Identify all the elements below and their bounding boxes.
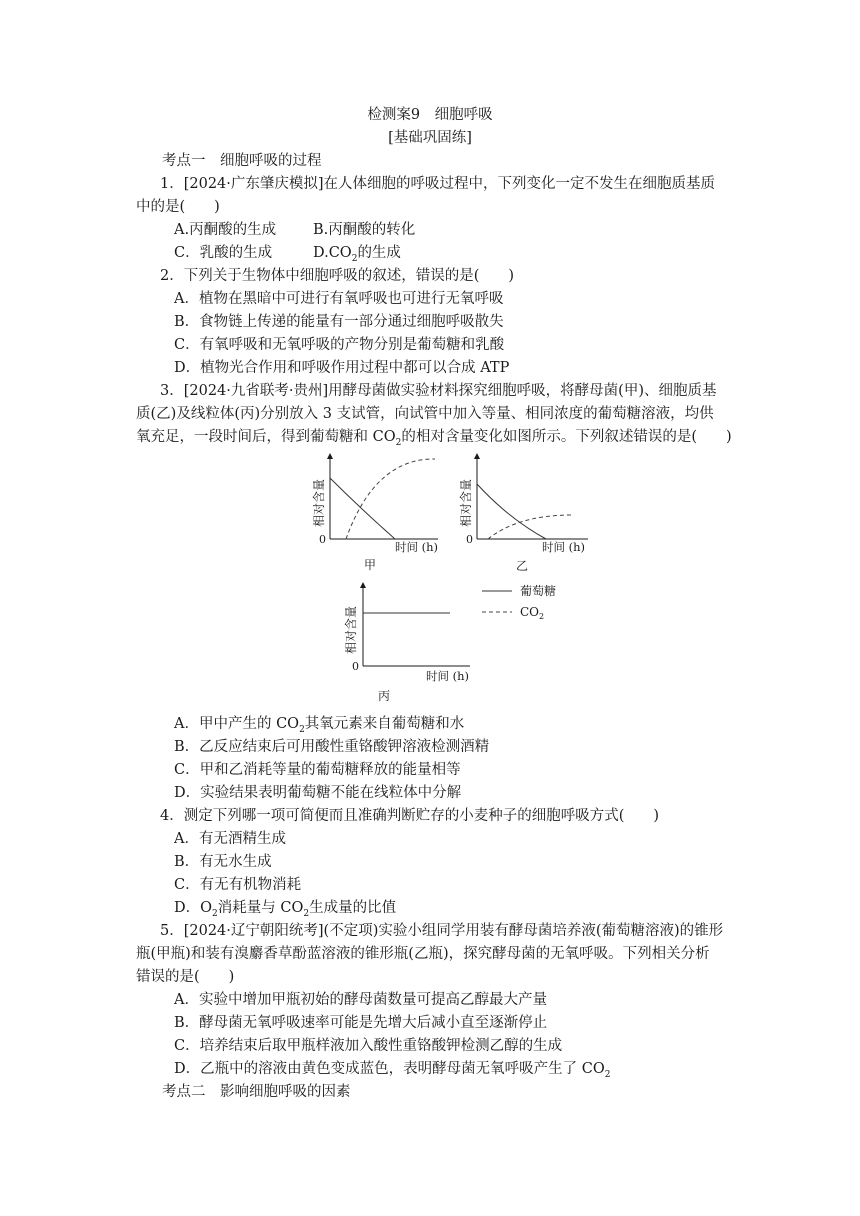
question-5-stem-cont-2: 错误的是( ) [136, 969, 235, 985]
x-axis-label: 时间 (h) [542, 540, 586, 554]
question-2-option-a: A．植物在黑暗中可进行有氧呼吸也可进行无氧呼吸 [174, 291, 504, 307]
chart-panel-bing [343, 585, 470, 703]
panel-label-bing: 丙 [377, 689, 391, 703]
question-2-stem: 2．下列关于生物体中细胞呼吸的叙述，错误的是( ) [160, 268, 515, 284]
question-1-option-a: A.丙酮酸的生成 [174, 222, 277, 238]
page-title: 检测案9 细胞呼吸 [367, 107, 493, 123]
page-subtitle: [基础巩固练] [388, 130, 472, 146]
question-5-option-a: A．实验中增加甲瓶初始的酵母菌数量可提高乙醇最大产量 [174, 992, 547, 1008]
question-2-option-b: B．食物链上传递的能量有一部分通过细胞呼吸散失 [174, 314, 504, 330]
co2-curve [488, 515, 572, 539]
co2-curve [346, 459, 435, 539]
section-heading-2: 考点二 影响细胞呼吸的因素 [162, 1084, 351, 1100]
question-4-stem: 4．测定下列哪一项可简便而且准确判断贮存的小麦种子的细胞呼吸方式( ) [160, 808, 660, 824]
panel-label-yi: 乙 [515, 559, 529, 573]
panel-label-jia: 甲 [363, 558, 377, 572]
section-heading-1: 考点一 细胞呼吸的过程 [162, 153, 322, 169]
question-5-stem-cont: 瓶(甲瓶)和装有溴麝香草酚蓝溶液的锥形瓶(乙瓶)，探究酵母菌的无氧呼吸。下列相关分析 [136, 946, 710, 962]
question-3-option-b: B．乙反应结束后可用酸性重铬酸钾溶液检测酒精 [174, 739, 490, 755]
chart-panel-jia [311, 456, 438, 572]
question-3-stem: 3．[2024·九省联考·贵州]用酵母菌做实验材料探究细胞呼吸，将酵母菌(甲)、细胞质基 [160, 383, 717, 399]
question-1-stem: 1．[2024·广东肇庆模拟]在人体细胞的呼吸过程中，下列变化一定不发生在细胞质基质 [160, 176, 716, 192]
origin-label: 0 [319, 533, 326, 546]
legend-glucose: 葡萄糖 [520, 584, 557, 598]
question-5-option-b: B．酵母菌无氧呼吸速率可能是先增大后减小直至逐渐停止 [174, 1015, 548, 1031]
question-2-option-c: C．有氧呼吸和无氧呼吸的产物分别是葡萄糖和乳酸 [174, 337, 505, 353]
y-axis-label: 相对含量 [344, 605, 358, 655]
glucose-curve [330, 478, 395, 539]
question-3-stem-cont-2: 氧充足，一段时间后，得到葡萄糖和 $CO_2$的相对含量变化如图所示。下列叙述错误的是( ) [136, 429, 732, 448]
question-5-option-c: C．培养结束后取甲瓶样液加入酸性重铬酸钾检测乙醇的生成 [174, 1038, 563, 1054]
question-3-stem-cont: 质(乙)及线粒体(丙)分别放入 3 支试管，向试管中加入等量、相同浓度的葡萄糖溶液，均供 [136, 406, 714, 422]
y-axis-label: 相对含量 [312, 478, 326, 528]
question-4-option-b: B．有无水生成 [174, 854, 272, 870]
question-5-option-d: D．乙瓶中的溶液由黄色变成蓝色，表明酵母菌无氧呼吸产生了 $CO_2$ [174, 1061, 611, 1080]
chart-panel-yi [458, 456, 588, 573]
x-axis-label: 时间 (h) [395, 540, 439, 554]
x-axis-label: 时间 (h) [426, 669, 470, 683]
question-1-option-c: C．乳酸的生成 [174, 245, 273, 261]
question-4-option-d: D．$O_2$消耗量与 $CO_2$生成量的比值 [174, 900, 397, 919]
question-3-option-d: D．实验结果表明葡萄糖不能在线粒体中分解 [174, 785, 462, 801]
question-3-option-c: C．甲和乙消耗等量的葡萄糖释放的能量相等 [174, 762, 461, 778]
question-2-option-d: D．植物光合作用和呼吸作用过程中都可以合成 ATP [174, 360, 510, 376]
question-1-stem-cont: 中的是( ) [136, 199, 220, 215]
origin-label: 0 [352, 660, 359, 673]
question-3-option-a: A．甲中产生的 $CO_2$其氧元素来自葡萄糖和水 [174, 716, 465, 735]
question-4-option-a: A．有无酒精生成 [174, 831, 286, 847]
glucose-curve [477, 484, 546, 539]
legend-co2: $CO_2$ [520, 605, 545, 621]
question-4-option-c: C．有无有机物消耗 [174, 877, 302, 893]
y-axis-label: 相对含量 [459, 478, 473, 528]
question-1-option-b: B.丙酮酸的转化 [313, 222, 416, 238]
question-5-stem: 5．[2024·辽宁朝阳统考](不定项)实验小组同学用装有酵母菌培养液(葡萄糖溶液)的锥形 [160, 923, 724, 939]
respiration-figure [290, 448, 600, 706]
origin-label: 0 [466, 533, 473, 546]
question-1-option-d: $D.CO_2$的生成 [313, 245, 401, 264]
chart-legend [482, 583, 556, 621]
